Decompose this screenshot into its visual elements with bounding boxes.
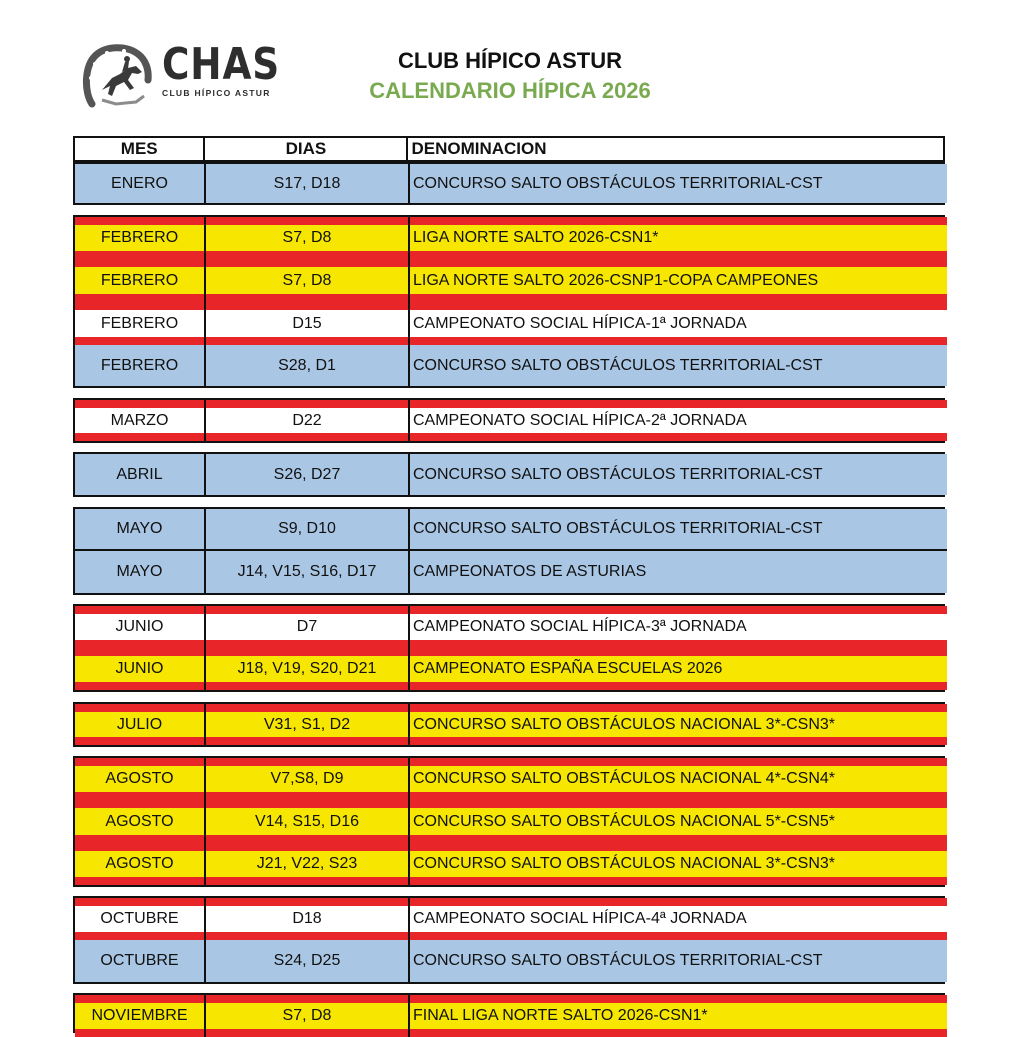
group-enero <box>73 162 945 205</box>
group-agosto <box>73 756 945 887</box>
cell-denominacion: CONCURSO SALTO OBSTÁCULOS NACIONAL 3*-CSN3* <box>413 855 836 872</box>
group-abril <box>73 452 945 497</box>
table-header <box>73 136 945 162</box>
cell-dias: S28, D1 <box>206 345 410 386</box>
cell-denominacion: CONCURSO SALTO OBSTÁCULOS TERRITORIAL-CST <box>413 465 823 483</box>
cell-mes: AGOSTO <box>75 758 206 800</box>
cell-dias: J14, V15, S16, D17 <box>206 551 410 593</box>
cell-mes: ENERO <box>75 164 206 203</box>
group-octubre <box>73 896 945 984</box>
table-row <box>75 345 947 386</box>
cell-dias: D22 <box>206 400 410 441</box>
cell-dias: V31, S1, D2 <box>206 704 410 745</box>
cell-mes: FEBRERO <box>75 217 206 259</box>
cell-mes: FEBRERO <box>75 302 206 345</box>
cell-denominacion: CAMPEONATO SOCIAL HÍPICA-1ª JORNADA <box>413 314 747 332</box>
group-noviembre <box>73 993 945 1033</box>
cell-mes: MAYO <box>75 551 206 593</box>
table-row <box>75 704 947 745</box>
table-row <box>75 898 947 940</box>
cell-dias: J21, V22, S23 <box>206 843 410 885</box>
cell-dias: S24, D25 <box>206 940 410 982</box>
table-row <box>75 302 947 345</box>
cell-dias: S7, D8 <box>206 217 410 259</box>
cell-mes: OCTUBRE <box>75 940 206 982</box>
cell-mes: JULIO <box>75 704 206 745</box>
table-row <box>75 164 947 203</box>
cell-denominacion: CONCURSO SALTO OBSTÁCULOS TERRITORIAL-CST <box>413 520 823 537</box>
cell-denominacion: CAMPEONATO SOCIAL HÍPICA-2ª JORNADA <box>413 411 747 429</box>
table-row <box>75 995 947 1037</box>
cell-dias: D15 <box>206 302 410 345</box>
group-marzo <box>73 398 945 443</box>
page-title: CLUB HÍPICO ASTUR <box>397 48 623 73</box>
logo-brand: CHAS <box>162 39 281 90</box>
cell-denominacion: FINAL LIGA NORTE SALTO 2026-CSN1* <box>413 1007 708 1024</box>
cell-denominacion: LIGA NORTE SALTO 2026-CSN1* <box>413 229 659 246</box>
table-row <box>75 648 947 690</box>
cell-denominacion: CONCURSO SALTO OBSTÁCULOS TERRITORIAL-CST <box>413 174 823 192</box>
cell-mes: MAYO <box>75 509 206 549</box>
cell-mes: FEBRERO <box>75 345 206 386</box>
cell-denominacion: CAMPEONATO SOCIAL HÍPICA-3ª JORNADA <box>413 618 747 635</box>
cell-dias: S9, D10 <box>206 509 410 549</box>
logo-subtext: CLUB HÍPICO ASTUR <box>162 88 271 98</box>
table-row <box>75 758 947 800</box>
table-row <box>75 843 947 885</box>
table-row <box>75 940 947 982</box>
cell-dias: S7, D8 <box>206 995 410 1037</box>
cell-denominacion: LIGA NORTE SALTO 2026-CSNP1-COPA CAMPEONES <box>413 271 819 289</box>
table-row <box>75 551 947 593</box>
cell-denominacion: CONCURSO SALTO OBSTÁCULOS NACIONAL 3*-CSN3* <box>413 715 836 733</box>
group-mayo <box>73 507 945 595</box>
table-row <box>75 400 947 441</box>
cell-dias: V14, S15, D16 <box>206 800 410 843</box>
table-row <box>75 217 947 259</box>
page-subtitle: CALENDARIO HÍPICA 2026 <box>369 78 651 103</box>
cell-dias: D18 <box>206 898 410 940</box>
cell-dias: S26, D27 <box>206 454 410 495</box>
header <box>0 0 1020 130</box>
cell-mes: NOVIEMBRE <box>75 995 206 1037</box>
cell-mes: AGOSTO <box>75 800 206 843</box>
column-header-dias: DIAS <box>205 138 408 160</box>
cell-mes: FEBRERO <box>75 259 206 302</box>
cell-denominacion: CONCURSO SALTO OBSTÁCULOS NACIONAL 4*-CSN4* <box>413 770 836 787</box>
group-febrero <box>73 215 945 388</box>
table-row <box>75 259 947 302</box>
column-header-mes: MES <box>75 138 205 160</box>
cell-mes: JUNIO <box>75 606 206 648</box>
cell-denominacion: CAMPEONATOS DE ASTURIAS <box>413 563 647 580</box>
cell-dias: J18, V19, S20, D21 <box>206 648 410 690</box>
cell-mes: MARZO <box>75 400 206 441</box>
table-row <box>75 606 947 648</box>
table-row <box>75 454 947 495</box>
cell-mes: OCTUBRE <box>75 898 206 940</box>
cell-dias: S17, D18 <box>206 164 410 203</box>
column-header-denominacion: DENOMINACION <box>411 139 547 158</box>
cell-dias: S7, D8 <box>206 259 410 302</box>
group-junio <box>73 604 945 692</box>
cell-mes: JUNIO <box>75 648 206 690</box>
cell-denominacion: CONCURSO SALTO OBSTÁCULOS TERRITORIAL-CST <box>413 952 823 969</box>
group-julio <box>73 702 945 747</box>
cell-mes: ABRIL <box>75 454 206 495</box>
cell-mes: AGOSTO <box>75 843 206 885</box>
cell-denominacion: CAMPEONATO ESPAÑA ESCUELAS 2026 <box>413 660 723 677</box>
cell-denominacion: CONCURSO SALTO OBSTÁCULOS TERRITORIAL-CST <box>413 356 823 374</box>
cell-dias: D7 <box>206 606 410 648</box>
table-row <box>75 509 947 551</box>
cell-denominacion: CONCURSO SALTO OBSTÁCULOS NACIONAL 5*-CSN5* <box>413 812 836 830</box>
table-row <box>75 800 947 843</box>
cell-denominacion: CAMPEONATO SOCIAL HÍPICA-4ª JORNADA <box>413 910 747 927</box>
cell-dias: V7,S8, D9 <box>206 758 410 800</box>
